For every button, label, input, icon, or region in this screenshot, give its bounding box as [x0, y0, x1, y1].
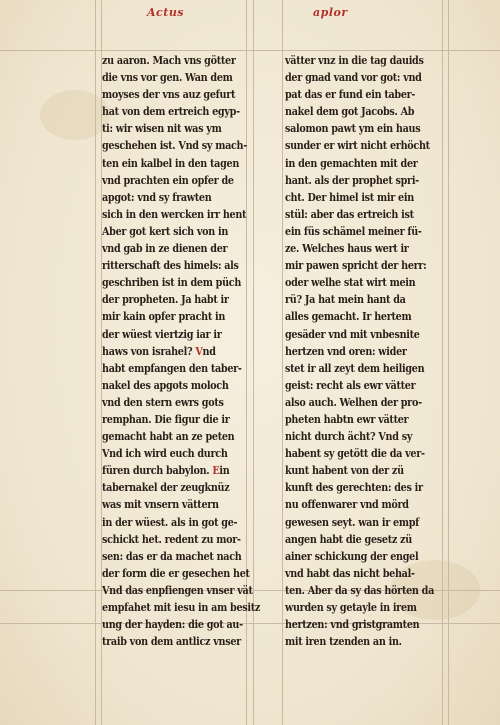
text-column-right	[285, 52, 465, 650]
rubric-initial: V	[195, 343, 203, 358]
text-line: empfahet mit iesu in am besitz	[102, 600, 261, 614]
text-line: salomon pawt ym ein haus	[285, 121, 421, 136]
text-line: der propheten. Ja habt ir	[102, 292, 229, 307]
text-line: vnd prachten ein opfer de	[102, 172, 234, 187]
text-line: nakel des apgots moloch	[102, 377, 229, 392]
text-line: hertzen vnd oren: wider	[285, 343, 407, 358]
text-line: ten ein kalbel in den tagen	[102, 155, 240, 170]
text-line: vnd den stern ewrs gots	[102, 394, 224, 409]
text-line: also auch. Welhen der pro-	[285, 394, 422, 409]
text-line: mit iren tzenden an in.	[285, 634, 402, 649]
text-line: die vns vor gen. Wan dem	[102, 70, 233, 85]
text-line: alles gemacht. Ir hertem	[285, 309, 412, 324]
running-head-left: Actus	[147, 6, 185, 19]
text-line: der wüest viertzig iar ir	[102, 326, 222, 341]
text-line: vnd gab in ze dienen der	[102, 241, 228, 256]
text-line: angen habt die gesetz zü	[285, 531, 412, 546]
text-line: mir kain opfer pracht in	[102, 309, 226, 324]
text-line: ti: wir wisen nit was ym	[102, 121, 222, 136]
text-line: remphan. Die figur die ir	[102, 411, 230, 426]
text-line: was mit vnsern vättern	[102, 497, 219, 512]
text-line: füren durch babylon. Ein	[102, 463, 230, 478]
text-line: ainer schickung der engel	[285, 548, 419, 563]
text-line: tabernakel der zeugknüz	[102, 480, 230, 495]
text-column-left	[102, 52, 267, 650]
text-line: oder welhe stat wirt mein	[285, 275, 416, 290]
text-line: habt empfangen den taber-	[102, 360, 242, 375]
text-line: nakel dem got Jacobs. Ab	[285, 104, 415, 119]
text-line: gewesen seyt. wan ir empf	[285, 514, 419, 529]
text-line: schickt het. redent zu mor-	[102, 531, 241, 546]
text-line: rü? Ja hat mein hant da	[285, 292, 406, 307]
text-line: hertzen: vnd gristgramten	[285, 617, 420, 632]
text-line: Vnd ich wird euch durch	[102, 446, 228, 461]
text-line: hant. als der prophet spri-	[285, 172, 419, 187]
text-line: Vnd das enpfiengen vnser vät	[102, 582, 253, 597]
text-line: vnd habt das nicht behal-	[285, 565, 415, 580]
text-line: kunt habent von der zü	[285, 463, 404, 478]
text-line: ze. Welches haus wert ir	[285, 241, 409, 256]
text-line: gemacht habt an ze peten	[102, 429, 235, 444]
text-line: Aber got kert sich von in	[102, 223, 229, 238]
text-line: sunder er wirt nicht erhöcht	[285, 138, 430, 153]
text-line: sen: das er da machet nach	[102, 548, 242, 563]
text-line: cht. Der himel ist mir ein	[285, 189, 414, 204]
text-line: sich in den wercken irr hent	[102, 206, 247, 221]
text-line: geschriben ist in dem püch	[102, 275, 242, 290]
text-line: ten. Aber da sy das hörten da	[285, 582, 435, 597]
text-line: pheten habtn ewr vätter	[285, 411, 409, 426]
text-line: nicht durch ächt? Vnd sy	[285, 429, 413, 444]
ruling-line-left-outer	[95, 0, 96, 725]
text-line: geschehen ist. Vnd sy mach-	[102, 138, 247, 153]
text-line: ritterschaft des himels: als	[102, 258, 239, 273]
text-line: der form die er gesechen het	[102, 565, 250, 580]
text-line: nu offenwarer vnd mörd	[285, 497, 409, 512]
rubric-initial: E	[212, 463, 220, 478]
text-line: traib von dem antlicz vnser	[102, 634, 241, 649]
text-line: wurden sy getayle in irem	[285, 600, 417, 614]
text-line: stül: aber das ertreich ist	[285, 206, 414, 221]
text-line: in der wüest. als in got ge-	[102, 514, 238, 529]
text-line: gesäder vnd mit vnbesnite	[285, 326, 420, 341]
text-line: zu aaron. Mach vns götter	[102, 53, 236, 67]
text-line: hat von dem ertreich egyp-	[102, 104, 240, 119]
text-line: moyses der vns auz gefurt	[102, 87, 236, 102]
text-line: stet ir all zeyt dem heiligen	[285, 360, 425, 375]
text-line: geist: recht als ewr vätter	[285, 377, 416, 392]
ruling-line-top	[0, 50, 500, 51]
text-line: mir pawen spricht der herr:	[285, 258, 427, 273]
text-line: ung der hayden: die got au-	[102, 617, 243, 632]
text-line: der gnad vand vor got: vnd	[285, 70, 422, 85]
text-line: habent sy getött die da ver-	[285, 446, 425, 461]
parchment-stain	[40, 90, 110, 140]
text-line: haws von israhel? Vnd	[102, 343, 216, 358]
text-line: vätter vnz in die tag dauids	[285, 53, 424, 67]
text-line: kunft des gerechten: des ir	[285, 480, 423, 495]
text-line: pat das er fund ein taber-	[285, 87, 416, 102]
running-head-right: aplor	[313, 6, 348, 19]
text-line: in den gemachten mit der	[285, 155, 418, 170]
text-line: ein füs schämel meiner fü-	[285, 223, 422, 238]
ruling-line-right-col-start	[282, 0, 283, 725]
text-line: apgot: vnd sy frawten	[102, 189, 212, 204]
